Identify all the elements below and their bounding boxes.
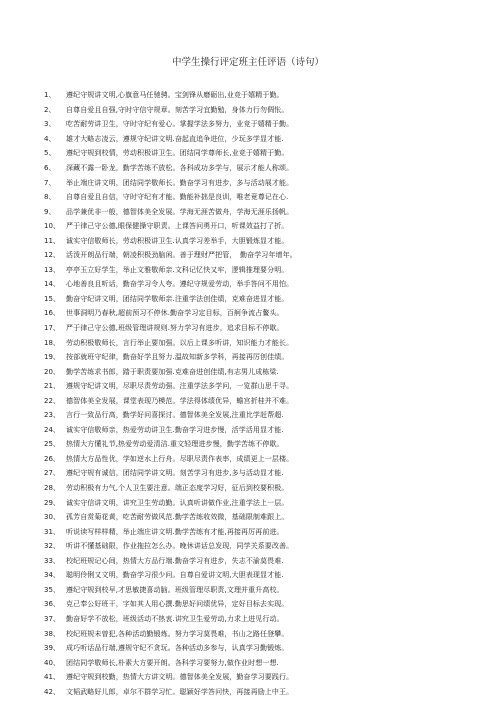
entry-text: 成巧听话品行端,遵规守纪不贪玩。各种活动多参与，认真学习勤锻炼。	[66, 644, 289, 653]
entry-text: 吃苦耐劳讲卫生，守时守纪有爱心。掌握学法多努力，业竞于嬉精于勤。	[66, 120, 294, 129]
comment-entry	[44, 132, 484, 147]
comment-entry	[44, 539, 484, 554]
comment-entry	[44, 233, 484, 248]
entry-text: 言行一致品行高，勤学好问喜探讨。德智体美全发展,注重比学赶帮超.	[66, 411, 284, 420]
comment-entry	[44, 408, 484, 423]
entry-number: 21、	[44, 382, 60, 391]
comment-entry	[44, 146, 484, 161]
entry-text: 诚实守信敬师亲，热爱劳动讲卫生.勤奋学习进步慢，活学活用显才能.	[66, 425, 284, 434]
entry-text: 孤芳自赏菊花黄，吃苦耐劳做风范.勤学苦练收效微，基础限制难跟上。	[66, 513, 289, 522]
comment-entry	[44, 423, 484, 438]
document-title: 中学生操行评定班主任评语（诗句）	[171, 57, 324, 68]
entry-number: 18、	[44, 338, 60, 347]
entry-text: 校纪班规未曾犯,各种活动勤锻炼。努力学习莫畏难，书山之路任登攀。	[66, 629, 289, 638]
entry-number: 39、	[44, 644, 60, 653]
entry-number: 16、	[44, 309, 60, 318]
entry-text: 听讲不懂基础限，作业拖拉怎么办。晚休讲话总发现，同学关系要改善。	[66, 542, 294, 551]
entry-number: 29、	[44, 498, 60, 507]
comment-entry	[44, 248, 484, 263]
comment-entry	[44, 524, 484, 539]
entry-text: 品学兼优非一般，德智体美全发展。学海无涯苦做舟，学海无涯乐扬帆。	[66, 207, 294, 216]
entry-number: 8、	[44, 193, 56, 202]
entry-number: 5、	[44, 149, 56, 158]
entry-number: 42、	[44, 687, 60, 696]
entry-text: 世事洞明乃春秋,超前预习不停休.勤奋学习定目标，百舸争流占鳌头。	[66, 309, 284, 318]
entry-text: 遵纪守规有诚信，团结同学讲文明。刻苦学习有进步,多与活动显才能.	[66, 469, 284, 478]
comment-entry	[44, 495, 484, 510]
entry-text: 遵纪守规讲文明,心旗意马任驰骋。宝剑锋从磨砺出,业竞于嬉精于勤。	[66, 91, 284, 100]
entry-text: 聪明伶俐又文明，勤奋学习很少问。自尊自爱讲文明,大胆表现显才能.	[66, 571, 284, 580]
comment-entry	[44, 103, 484, 118]
entry-number: 7、	[44, 178, 56, 187]
entry-number: 38、	[44, 629, 60, 638]
comment-entry	[44, 321, 484, 336]
entry-text: 勤奋好学不放松，班级活动不热衷.讲究卫生爱劳动,力求上进见行动。	[66, 614, 284, 623]
entry-number: 17、	[44, 324, 60, 333]
entry-number: 26、	[44, 454, 60, 463]
entry-text: 诚实守信敬师长，劳动积极讲卫生.认真学习差举手，大胆锻炼显才能。	[66, 236, 289, 245]
comment-entry	[44, 364, 484, 379]
comment-entry	[44, 88, 484, 103]
comment-entry	[44, 292, 484, 307]
comment-entry	[44, 655, 484, 670]
comment-entry	[44, 626, 484, 641]
entry-text: 勤奋守纪讲文明，团结同学敬师亲.注重学法创佳绩，克难奋进显才能。	[66, 294, 289, 303]
comment-entry	[44, 466, 484, 481]
entry-number: 41、	[44, 673, 60, 682]
entry-text: 遵纪守规到校勤，热情大方讲文明。德智体美全发展，勤奋学习要践行。	[66, 673, 294, 682]
comment-entry	[44, 219, 484, 234]
comment-entry	[44, 175, 484, 190]
entry-number: 24、	[44, 425, 60, 434]
entry-text: 心地善良且听话，勤奋学习令人夸。遵纪守规爱劳动，举手答问不用怕。	[66, 280, 294, 289]
entry-number: 35、	[44, 585, 60, 594]
entry-text: 自尊自爱且自信，守时守纪有才能。勤能补拙是良训，唯老竟尊记在心.	[66, 193, 289, 202]
comment-entry	[44, 190, 484, 205]
entry-number: 3、	[44, 120, 56, 129]
entry-text: 团结同学敬师长,朴素大方要开朗。各科学习要努力,做作业时想一想.	[66, 658, 279, 667]
entry-text: 热情大方懂礼节,热爱劳动爱清洁.重文轻理进步慢，勤学苦练不停歇。	[66, 440, 284, 449]
entry-number: 37、	[44, 614, 60, 623]
entry-text: 热情大方品性优，学如逆水上行舟。尽职尽责作表率，成绩更上一层楼。	[66, 454, 294, 463]
comment-entry	[44, 670, 484, 685]
entry-text: 深藏不露一卧龙，勤学苦练不放松。各科成功多学与，展示才能人称颂。	[66, 164, 294, 172]
entry-number: 32、	[44, 542, 60, 551]
comment-entry	[44, 350, 484, 365]
entry-number: 6、	[44, 164, 56, 172]
comment-entry	[44, 583, 484, 598]
entry-text: 亭亭玉立好学生，举止文雅敬师亲.文科记忆快又牢，逻辑推理要分明。	[66, 265, 289, 274]
entry-text: 按部就班守纪律，勤奋好学且努力.温故知新多学科，再接再厉创佳绩。	[66, 353, 289, 362]
entry-number: 31、	[44, 527, 60, 536]
entry-text: 自尊自爱且自强,守时守信守规章。刻苦学习宜勤勉，身体力行勿倜怅。	[66, 105, 289, 114]
comment-entry	[44, 161, 484, 176]
comment-entry	[44, 263, 484, 278]
comment-entry	[44, 481, 484, 496]
entry-number: 4、	[44, 134, 56, 143]
entry-text: 诚实守信讲文明，讲究卫生劳动勤。认真听讲做作业,注重学法上一层。	[66, 498, 289, 507]
entry-text: 活泼开朗品行端，朝凌积极劲脑闲。善于理财严把管， 勤奋学习年增年。	[66, 251, 297, 260]
comment-entry	[44, 277, 484, 292]
comment-entry	[44, 452, 484, 467]
entry-text: 劳动积极敬师长，言行举止要加强。以后上课多听讲，知识能力才能长。	[66, 338, 294, 347]
comment-entry	[44, 306, 484, 321]
comment-entry	[44, 379, 484, 394]
entry-number: 27、	[44, 469, 60, 478]
entry-text: 遵纪守规到校情，劳动积极讲卫生。团结同学尊师长,业竞于嬉精于勤。	[66, 149, 289, 158]
entry-number: 9、	[44, 207, 56, 216]
entry-number: 1、	[44, 91, 56, 100]
entry-text: 校纪班规记心间，热情大方品行端.勤奋学习有进步，失志不渝莫畏难.	[66, 556, 284, 565]
entry-number: 36、	[44, 600, 60, 609]
entry-number: 28、	[44, 484, 60, 493]
comment-entry	[44, 393, 484, 408]
comment-entry	[44, 204, 484, 219]
entry-text: 德智体美全发展，课堂表现乃模范。学法得体绩优异，蟾宫折桂并不难。	[66, 396, 294, 405]
comment-entry	[44, 684, 484, 699]
entry-number: 2、	[44, 105, 56, 114]
entry-number: 19、	[44, 353, 60, 362]
entry-text: 举止端庄讲文明，团结同学敬师长。勤奋学习有进步，多与活动展才能。	[66, 178, 294, 187]
entry-text: 文韬武略好儿郎，卓尔不群学习忙。聪颖好学答问快，再接再励上中王。	[66, 687, 294, 696]
comment-entry	[44, 554, 484, 569]
comment-entry	[44, 335, 484, 350]
comment-entry	[44, 597, 484, 612]
entry-text: 雄才大略志凌云，遵规守纪讲文明.奋起直追争进位，少玩多学显才能.	[66, 134, 284, 143]
entry-number: 12、	[44, 251, 60, 260]
entry-text: 严于律己守公德,班级管理讲规则.努力学习有进步，追求目标不停歇。	[66, 324, 284, 333]
entry-number: 10、	[44, 222, 60, 231]
comment-entry	[44, 117, 484, 132]
entry-number: 14、	[44, 280, 60, 289]
entry-text: 严于律己守公德,眼保健操守职责。上课答问勇开口，听课效益打了折。	[66, 222, 289, 231]
entry-number: 13、	[44, 265, 60, 274]
entry-number: 11、	[44, 236, 60, 245]
entry-text: 克己奉公好班干，字如其人用心撰.勤思好问绩优异，定好目标去实现。	[66, 600, 289, 609]
entry-number: 33、	[44, 556, 60, 565]
entry-number: 20、	[44, 367, 60, 376]
entry-number: 22、	[44, 396, 60, 405]
entry-number: 30、	[44, 513, 60, 522]
entry-number: 40、	[44, 658, 60, 667]
comment-list	[44, 88, 484, 699]
comment-entry	[44, 612, 484, 627]
entry-text: 劳动积极有力气,个人卫生要注意。端正态度学习好，征后到校要积极。	[66, 484, 289, 493]
entry-number: 15、	[44, 294, 60, 303]
entry-text: 听说读写样样精，举止端庄讲文明.勤学苦练有才能,再接再厉再前进。	[66, 527, 284, 536]
comment-entry	[44, 568, 484, 583]
entry-number: 23、	[44, 411, 60, 420]
comment-entry	[44, 510, 484, 525]
entry-number: 34、	[44, 571, 60, 580]
entry-text: 遵纪守规到校早,才思敏捷喜动脑。班级管理尽职责,文理并重升高校。	[66, 585, 284, 594]
comment-entry	[44, 437, 484, 452]
entry-number: 25、	[44, 440, 60, 449]
entry-text: 勤学苦练求书郎，踏于职责要加强.克难奋进创佳绩,有志男儿成栋梁.	[66, 367, 279, 376]
entry-text: 遵规守纪讲文明，尽职尽责劳动强。注重学法多学问，一览群山思千寻。	[66, 382, 294, 391]
comment-entry	[44, 641, 484, 656]
